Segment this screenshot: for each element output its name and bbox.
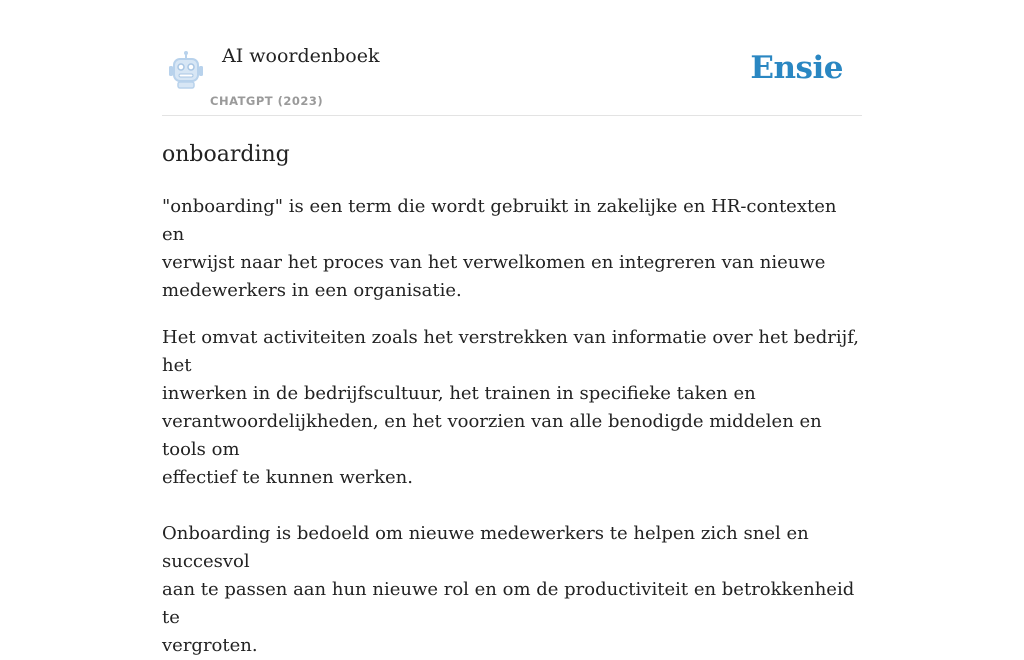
entry-term: onboarding [162,142,290,167]
dictionary-entry [162,0,862,660]
entry-header [162,0,862,116]
definition-paragraph: Het omvat activiteiten zoals het verstrekken van informatie over het bedrijf, het inwerken in de bedrijfscultuur, het trainen in specifieke taken en verantwoordelijkheden, en het voorzien van alle benodigde middelen en tools om effectief te kunnen werken. [162,327,859,488]
robot-icon [166,50,206,90]
definition-paragraph: "onboarding" is een term die wordt gebruikt in zakelijke en HR-contexten en verwijst naar het proces van het verwelkomen en integreren van nieuwe medewerkers in een organisatie. [162,196,837,301]
definition-paragraph: Onboarding is bedoeld om nieuwe medewerkers te helpen zich snel en succesvol aan te passen aan hun nieuwe rol en om de productiviteit en betrokkenheid te vergroten. [162,523,855,656]
brand-logo[interactable]: Ensie [750,50,843,86]
dictionary-title[interactable]: AI woordenboek [222,45,380,67]
source-label: CHATGPT (2023) [210,94,324,108]
